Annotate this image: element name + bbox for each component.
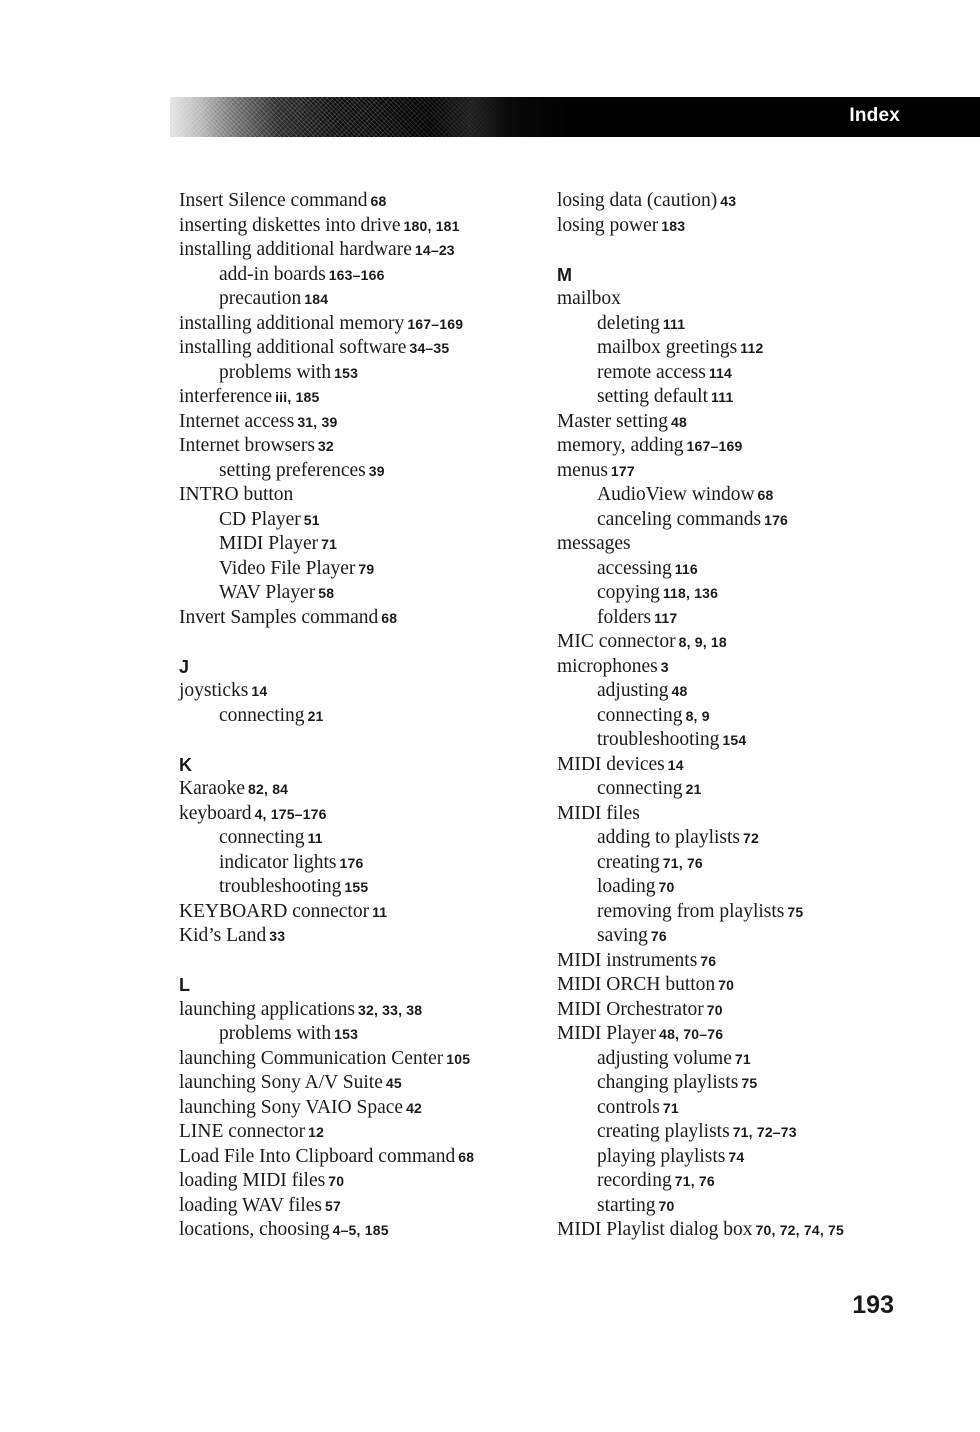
entry-term: MIDI instruments bbox=[557, 949, 698, 971]
entry-term: loading WAV files bbox=[179, 1194, 323, 1216]
index-entry bbox=[179, 777, 524, 802]
index-subentry bbox=[557, 728, 902, 753]
entry-term: microphones bbox=[557, 655, 658, 677]
entry-page-refs: 114 bbox=[708, 364, 732, 381]
index-entry bbox=[179, 410, 524, 435]
entry-page-refs: 14 bbox=[667, 756, 684, 773]
entry-term: connecting bbox=[597, 704, 683, 726]
index-subentry bbox=[179, 263, 524, 288]
entry-term: joysticks bbox=[179, 680, 249, 701]
entry-page-refs: 155 bbox=[344, 879, 369, 895]
entry-page-refs: 183 bbox=[661, 217, 686, 234]
index-subentry bbox=[557, 679, 902, 704]
entry-page-refs: 76 bbox=[650, 928, 667, 944]
entry-page-refs: 3 bbox=[660, 658, 669, 675]
entry-term: memory, adding bbox=[557, 435, 684, 456]
index-letter-heading: M bbox=[557, 264, 572, 285]
entry-page-refs: 180, 181 bbox=[403, 217, 460, 234]
entry-term: controls bbox=[597, 1096, 660, 1118]
index-entry bbox=[179, 336, 524, 361]
entry-term: copying bbox=[597, 582, 660, 603]
entry-page-refs: 105 bbox=[446, 1050, 471, 1067]
index-entry bbox=[179, 238, 524, 263]
entry-page-refs: 34–35 bbox=[409, 340, 450, 356]
entry-page-refs: 39 bbox=[368, 462, 385, 479]
entry-page-refs: 167–169 bbox=[686, 438, 743, 454]
index-entry bbox=[557, 998, 902, 1023]
index-subentry bbox=[557, 1047, 902, 1072]
entry-page-refs: 42 bbox=[406, 1099, 423, 1116]
entry-page-refs: 68 bbox=[458, 1148, 475, 1165]
entry-page-refs: 12 bbox=[308, 1124, 325, 1140]
index-entry bbox=[557, 189, 902, 214]
index-subentry bbox=[179, 508, 524, 533]
index-entry bbox=[179, 802, 524, 827]
index-entry bbox=[179, 1071, 524, 1096]
entry-term: connecting bbox=[219, 704, 305, 726]
entry-term: Internet access bbox=[179, 410, 295, 432]
index-subentry bbox=[557, 924, 902, 949]
entry-term: INTRO button bbox=[179, 484, 294, 505]
index-column-left bbox=[179, 189, 524, 1243]
entry-page-refs: 75 bbox=[741, 1075, 758, 1091]
index-entry bbox=[179, 1096, 524, 1121]
index-entry bbox=[179, 900, 524, 925]
index-subentry bbox=[557, 508, 902, 533]
section-title: Index bbox=[849, 105, 900, 126]
entry-page-refs: 21 bbox=[307, 707, 324, 724]
entry-page-refs: 70 bbox=[658, 1197, 675, 1214]
entry-term: problems with bbox=[219, 361, 332, 383]
entry-page-refs: 14–23 bbox=[414, 242, 455, 258]
entry-term: MIC connector bbox=[557, 631, 676, 652]
index-entry bbox=[179, 1120, 524, 1145]
index-subentry bbox=[557, 483, 902, 508]
index-entry bbox=[557, 630, 902, 655]
index-entry bbox=[179, 214, 524, 239]
index-subentry bbox=[179, 287, 524, 312]
index-entry bbox=[557, 287, 902, 312]
entry-page-refs: 118, 136 bbox=[662, 585, 719, 601]
index-entry bbox=[179, 385, 524, 410]
entry-page-refs: 111 bbox=[662, 315, 686, 332]
index-subentry bbox=[557, 900, 902, 925]
entry-page-refs: iii, 185 bbox=[275, 389, 320, 405]
entry-term: keyboard bbox=[179, 802, 252, 824]
entry-page-refs: 57 bbox=[325, 1197, 341, 1214]
entry-page-refs: 176 bbox=[339, 854, 364, 871]
entry-term: starting bbox=[597, 1194, 656, 1216]
entry-term: installing additional memory bbox=[179, 312, 405, 334]
entry-term: locations, choosing bbox=[179, 1219, 330, 1240]
index-subentry bbox=[557, 875, 902, 900]
index-entry bbox=[557, 1218, 902, 1243]
entry-page-refs: 153 bbox=[334, 1026, 359, 1042]
index-subentry bbox=[557, 851, 902, 876]
entry-term: MIDI Playlist dialog box bbox=[557, 1219, 753, 1240]
index-subentry bbox=[557, 1120, 902, 1145]
index-subentry bbox=[179, 459, 524, 484]
index-entry bbox=[179, 924, 524, 949]
entry-page-refs: 111 bbox=[711, 389, 734, 405]
index-subentry bbox=[557, 385, 902, 410]
entry-term: connecting bbox=[219, 827, 305, 848]
entry-term: WAV Player bbox=[219, 582, 316, 603]
entry-term: add-in boards bbox=[219, 263, 326, 285]
entry-page-refs: 68 bbox=[381, 609, 398, 626]
entry-page-refs: 48 bbox=[671, 683, 688, 699]
entry-term: AudioView window bbox=[597, 484, 755, 505]
entry-page-refs: 71 bbox=[321, 536, 338, 552]
entry-page-refs: 8, 9, 18 bbox=[678, 634, 727, 650]
index-subentry bbox=[179, 532, 524, 557]
entry-page-refs: 116 bbox=[674, 560, 698, 577]
entry-page-refs: 117 bbox=[654, 609, 678, 626]
entry-term: MIDI devices bbox=[557, 753, 665, 775]
entry-term: KEYBOARD connector bbox=[179, 900, 370, 922]
entry-term: launching Communication Center bbox=[179, 1047, 444, 1069]
entry-term: MIDI Orchestrator bbox=[557, 998, 704, 1020]
index-entry bbox=[557, 949, 902, 974]
entry-page-refs: 153 bbox=[334, 364, 359, 381]
entry-page-refs: 82, 84 bbox=[248, 781, 289, 797]
entry-term: precaution bbox=[219, 288, 302, 309]
entry-page-refs: 70 bbox=[706, 1001, 723, 1018]
index-entry bbox=[557, 802, 902, 827]
entry-term: losing power bbox=[557, 214, 659, 236]
entry-page-refs: 71, 76 bbox=[674, 1173, 715, 1189]
index-entry bbox=[179, 1047, 524, 1072]
index-subentry bbox=[557, 606, 902, 631]
entry-page-refs: 70 bbox=[658, 879, 675, 895]
entry-term: Internet browsers bbox=[179, 435, 315, 456]
entry-term: indicator lights bbox=[219, 851, 337, 873]
entry-page-refs: 184 bbox=[304, 291, 329, 307]
entry-page-refs: 112 bbox=[740, 340, 764, 356]
index-entry bbox=[179, 189, 524, 214]
entry-page-refs: 4–5, 185 bbox=[332, 1222, 389, 1238]
entry-page-refs: 48 bbox=[671, 413, 688, 430]
index-entry bbox=[179, 679, 524, 704]
entry-term: playing playlists bbox=[597, 1145, 726, 1167]
entry-page-refs: 71 bbox=[662, 1099, 679, 1116]
entry-term: changing playlists bbox=[597, 1072, 739, 1093]
index-subentry bbox=[557, 777, 902, 802]
entry-term: Karaoke bbox=[179, 778, 246, 799]
entry-term: saving bbox=[597, 925, 648, 946]
index-subentry bbox=[557, 704, 902, 729]
index-subentry bbox=[179, 826, 524, 851]
entry-term: accessing bbox=[597, 557, 672, 579]
entry-page-refs: 163–166 bbox=[328, 266, 385, 283]
entry-term: Insert Silence command bbox=[179, 190, 368, 211]
entry-page-refs: 75 bbox=[787, 903, 804, 920]
index-subentry bbox=[179, 704, 524, 729]
index-entry bbox=[557, 1022, 902, 1047]
index-entry bbox=[179, 998, 524, 1023]
entry-term: problems with bbox=[219, 1023, 332, 1044]
index-subentry bbox=[557, 1169, 902, 1194]
entry-page-refs: 48, 70–76 bbox=[659, 1026, 724, 1042]
entry-term: canceling commands bbox=[597, 508, 762, 530]
entry-page-refs: 74 bbox=[728, 1148, 745, 1165]
entry-page-refs: 76 bbox=[700, 952, 717, 969]
entry-term: setting default bbox=[597, 386, 709, 407]
entry-term: Video File Player bbox=[219, 557, 356, 579]
index-subentry bbox=[557, 336, 902, 361]
entry-term: losing data (caution) bbox=[557, 190, 718, 211]
entry-page-refs: 32, 33, 38 bbox=[358, 1001, 423, 1018]
entry-term: Invert Samples command bbox=[179, 606, 379, 628]
index-subentry bbox=[557, 1194, 902, 1219]
index-subentry bbox=[179, 875, 524, 900]
index-subentry bbox=[179, 361, 524, 386]
entry-term: launching applications bbox=[179, 998, 355, 1020]
entry-term: menus bbox=[557, 459, 608, 481]
entry-page-refs: 72 bbox=[743, 830, 759, 846]
index-subentry bbox=[179, 1022, 524, 1047]
entry-term: MIDI Player bbox=[557, 1023, 657, 1044]
entry-page-refs: 51 bbox=[303, 511, 320, 528]
entry-term: remote access bbox=[597, 361, 706, 383]
entry-term: MIDI ORCH button bbox=[557, 974, 716, 995]
index-entry bbox=[179, 1169, 524, 1194]
entry-term: loading bbox=[597, 876, 656, 897]
entry-term: adjusting bbox=[597, 680, 669, 701]
entry-term: deleting bbox=[597, 312, 660, 334]
entry-page-refs: 70, 72, 74, 75 bbox=[755, 1222, 844, 1238]
entry-term: installing additional software bbox=[179, 337, 407, 358]
entry-term: MIDI files bbox=[557, 802, 640, 824]
entry-term: troubleshooting bbox=[597, 729, 720, 750]
entry-page-refs: 14 bbox=[251, 683, 268, 699]
entry-term: MIDI Player bbox=[219, 533, 319, 554]
index-subentry bbox=[557, 361, 902, 386]
entry-term: loading MIDI files bbox=[179, 1170, 326, 1191]
entry-page-refs: 177 bbox=[610, 462, 635, 479]
index-entry bbox=[557, 655, 902, 680]
entry-term: Master setting bbox=[557, 410, 669, 432]
index-subentry bbox=[179, 851, 524, 876]
entry-page-refs: 21 bbox=[685, 781, 702, 797]
entry-term: creating playlists bbox=[597, 1121, 730, 1142]
entry-page-refs: 45 bbox=[385, 1075, 402, 1091]
page-number: 193 bbox=[852, 1291, 894, 1319]
entry-term: messages bbox=[557, 533, 631, 554]
index-subentry bbox=[557, 557, 902, 582]
index-subentry bbox=[557, 1096, 902, 1121]
entry-term: mailbox bbox=[557, 288, 621, 309]
entry-term: Load File Into Clipboard command bbox=[179, 1145, 456, 1167]
entry-page-refs: 71, 76 bbox=[662, 854, 703, 871]
index-entry bbox=[179, 1194, 524, 1219]
entry-page-refs: 79 bbox=[358, 560, 375, 577]
entry-page-refs: 68 bbox=[757, 487, 774, 503]
entry-page-refs: 154 bbox=[722, 732, 747, 748]
index-subentry bbox=[557, 1071, 902, 1096]
entry-term: launching Sony A/V Suite bbox=[179, 1072, 383, 1093]
index-entry bbox=[179, 606, 524, 631]
entry-term: setting preferences bbox=[219, 459, 366, 481]
index-entry bbox=[557, 214, 902, 239]
entry-page-refs: 11 bbox=[307, 830, 323, 846]
entry-term: adjusting volume bbox=[597, 1047, 732, 1069]
entry-term: adding to playlists bbox=[597, 827, 740, 848]
entry-term: recording bbox=[597, 1170, 672, 1191]
index-subentry bbox=[557, 581, 902, 606]
index-entry bbox=[557, 532, 902, 557]
index-entry bbox=[557, 973, 902, 998]
entry-term: troubleshooting bbox=[219, 876, 342, 897]
index-entry bbox=[179, 1218, 524, 1243]
entry-page-refs: 71, 72–73 bbox=[732, 1124, 797, 1140]
entry-page-refs: 71 bbox=[734, 1050, 751, 1067]
index-entry bbox=[557, 459, 902, 484]
entry-term: CD Player bbox=[219, 508, 301, 530]
entry-page-refs: 4, 175–176 bbox=[254, 805, 327, 822]
entry-page-refs: 70 bbox=[328, 1173, 345, 1189]
index-entry bbox=[557, 434, 902, 459]
entry-page-refs: 32 bbox=[317, 438, 334, 454]
entry-term: mailbox greetings bbox=[597, 337, 738, 358]
entry-term: LINE connector bbox=[179, 1121, 306, 1142]
header-bar bbox=[170, 97, 980, 137]
index-letter-heading: J bbox=[179, 656, 190, 677]
entry-page-refs: 70 bbox=[718, 977, 735, 993]
entry-term: folders bbox=[597, 606, 652, 628]
entry-page-refs: 8, 9 bbox=[685, 707, 710, 724]
index-entry bbox=[557, 410, 902, 435]
entry-term: installing additional hardware bbox=[179, 239, 412, 260]
index-letter-heading: L bbox=[179, 975, 190, 995]
index-subentry bbox=[557, 1145, 902, 1170]
entry-page-refs: 68 bbox=[370, 193, 387, 209]
index-subentry bbox=[557, 312, 902, 337]
header-texture bbox=[170, 97, 510, 137]
index-entry bbox=[179, 312, 524, 337]
index-subentry bbox=[179, 557, 524, 582]
entry-term: inserting diskettes into drive bbox=[179, 214, 401, 236]
entry-term: creating bbox=[597, 851, 660, 873]
entry-term: interference bbox=[179, 386, 273, 407]
index-subentry bbox=[557, 826, 902, 851]
entry-page-refs: 167–169 bbox=[407, 315, 464, 332]
index-entry bbox=[179, 434, 524, 459]
index-subentry bbox=[179, 581, 524, 606]
entry-term: launching Sony VAIO Space bbox=[179, 1096, 404, 1118]
entry-term: removing from playlists bbox=[597, 900, 785, 922]
index-letter-heading: K bbox=[179, 754, 192, 775]
index-entry bbox=[179, 1145, 524, 1170]
entry-page-refs: 58 bbox=[318, 585, 335, 601]
index-entry bbox=[557, 753, 902, 778]
entry-term: connecting bbox=[597, 778, 683, 799]
entry-page-refs: 31, 39 bbox=[297, 413, 338, 430]
entry-page-refs: 176 bbox=[764, 511, 789, 528]
entry-term: Kid’s Land bbox=[179, 925, 267, 946]
entry-page-refs: 33 bbox=[269, 928, 286, 944]
entry-page-refs: 11 bbox=[372, 903, 388, 920]
index-column-right bbox=[557, 189, 902, 1243]
entry-page-refs: 43 bbox=[720, 193, 737, 209]
index-entry bbox=[179, 483, 524, 508]
